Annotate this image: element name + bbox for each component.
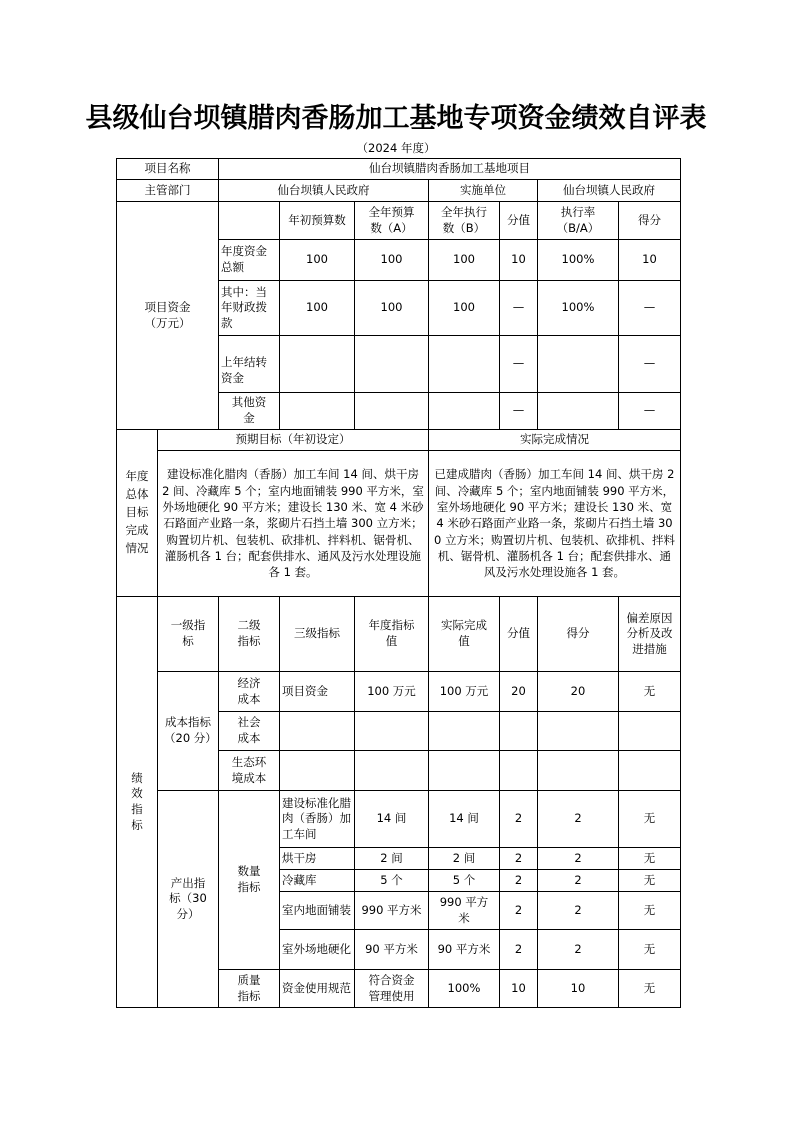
goals-actual-text: 已建成腊肉（香肠）加工车间 14 间、烘干房 2 间、冷藏库 5 个；室内地面铺装 990 平方米，室外场地硬化 90 平方米；建设长 130 米、宽 4 米砂石路面产业路一条，浆砌片石挡土墙 300 立方米；购置切片机、包装机、砍排机、拌料机、锯骨机、灌肠机各 1 台；配套供排水、通风及污水处理设施各 1 套。 [429,451,681,597]
funds-annual: 100 [355,240,429,281]
funds-score: — [619,281,681,336]
funds-rate [538,393,619,430]
funds-score: 10 [619,240,681,281]
funds-executed [429,336,500,393]
goals-header-row [117,430,681,451]
funds-rate: 100% [538,240,619,281]
funds-initial: 100 [280,281,355,336]
funds-score: — [619,393,681,430]
funds-initial: 100 [280,240,355,281]
funds-row-label: 上年结转资金 [219,336,280,393]
indicator-target: 990 平方米 [355,892,429,930]
indicator-weight: 2 [500,870,538,892]
indicator-weight: 2 [500,892,538,930]
implementer-label: 实施单位 [429,180,538,202]
indicator-level3 [280,712,355,751]
indicator-weight [500,751,538,791]
indicators-header-row [117,597,681,672]
funds-header-blank [219,202,280,240]
funds-row-label: 年度资金总额 [219,240,280,281]
document-year: （2024 年度） [356,141,436,155]
indicator-score: 20 [538,672,619,712]
funds-annual [355,393,429,430]
indicators-header-actual: 实际完成值 [429,597,500,672]
goals-section-label: 年度总体目标完成情况 [117,430,158,597]
indicator-deviation: 无 [619,930,681,970]
funds-annual [355,336,429,393]
funds-header-annual: 全年预算数（A） [355,202,429,240]
indicator-level2: 经济成本 [219,672,280,712]
indicator-level3: 建设标准化腊肉（香肠）加工车间 [280,791,355,848]
funds-initial [280,336,355,393]
indicator-target: 14 间 [355,791,429,848]
indicator-level3 [280,751,355,791]
funds-weight: — [500,393,538,430]
indicator-score: 2 [538,892,619,930]
indicator-target [355,751,429,791]
indicator-level3: 烘干房 [280,848,355,870]
indicators-header-level1: 一级指标 [158,597,219,672]
indicator-weight: 10 [500,970,538,1008]
indicator-row [117,672,681,712]
indicator-level2: 社会成本 [219,712,280,751]
indicator-score: 10 [538,970,619,1008]
indicators-section-label: 绩效指标 [117,597,158,1008]
indicators-header-target: 年度指标值 [355,597,429,672]
indicator-deviation [619,712,681,751]
funds-weight: — [500,281,538,336]
indicator-deviation [619,751,681,791]
indicator-score [538,751,619,791]
funds-rate: 100% [538,281,619,336]
indicator-deviation: 无 [619,791,681,848]
indicator-actual: 100 万元 [429,672,500,712]
indicators-header-weight: 分值 [500,597,538,672]
funds-weight: 10 [500,240,538,281]
indicator-deviation: 无 [619,892,681,930]
indicator-level2: 生态环境成本 [219,751,280,791]
indicator-score: 2 [538,930,619,970]
funds-header-rate: 执行率（B/A） [538,202,619,240]
funds-header-weight: 分值 [500,202,538,240]
indicator-actual: 2 间 [429,848,500,870]
indicator-weight: 2 [500,791,538,848]
funds-section-label: 项目资金（万元） [117,202,219,430]
quantity-level2: 数量指标 [219,791,280,970]
output-level1: 产出指标（30 分） [158,791,219,1008]
funds-header-row [117,202,681,240]
indicators-header-deviation: 偏差原因分析及改进措施 [619,597,681,672]
indicator-target: 2 间 [355,848,429,870]
indicator-actual [429,712,500,751]
indicator-target [355,712,429,751]
project-name-label: 项目名称 [117,159,219,180]
funds-header-initial: 年初预算数 [280,202,355,240]
indicator-actual: 90 平方米 [429,930,500,970]
goals-expected-text: 建设标准化腊肉（香肠）加工车间 14 间、烘干房 2 间、冷藏库 5 个；室内地面铺装 990 平方米，室外场地硬化 90 平方米；建设长 130 米、宽 4 米砂石路面产业路一条，浆砌片石挡土墙 300 立方米；购置切片机、包装机、砍排机、拌料机、锯骨机、灌肠机各 1 台；配套供排水、通风及污水处理设施各 1 套。 [158,451,429,597]
funds-row-label: 其中：当年财政拨款 [219,281,280,336]
indicator-weight: 2 [500,848,538,870]
indicator-target: 符合资金管理使用 [355,970,429,1008]
indicator-actual: 990 平方米 [429,892,500,930]
goals-content-row [117,451,681,597]
indicator-weight: 20 [500,672,538,712]
funds-header-executed: 全年执行数（B） [429,202,500,240]
indicator-actual [429,751,500,791]
indicator-actual: 100% [429,970,500,1008]
goals-actual-header: 实际完成情况 [429,430,681,451]
indicator-target: 100 万元 [355,672,429,712]
cost-level1: 成本指标（20 分） [158,672,219,791]
indicator-level3: 室内地面铺装 [280,892,355,930]
indicator-deviation: 无 [619,970,681,1008]
department-value: 仙台坝镇人民政府 [219,180,429,202]
indicator-score [538,712,619,751]
funds-header-score: 得分 [619,202,681,240]
indicators-header-score: 得分 [538,597,619,672]
funds-weight: — [500,336,538,393]
department-label: 主管部门 [117,180,219,202]
indicator-target: 5 个 [355,870,429,892]
indicator-actual: 14 间 [429,791,500,848]
indicator-deviation: 无 [619,848,681,870]
row-project-name [117,159,681,180]
indicator-level3: 资金使用规范 [280,970,355,1008]
funds-initial [280,393,355,430]
indicators-header-level2: 二级指标 [219,597,280,672]
project-name-value: 仙台坝镇腊肉香肠加工基地项目 [219,159,681,180]
indicator-actual: 5 个 [429,870,500,892]
indicator-target: 90 平方米 [355,930,429,970]
indicator-score: 2 [538,848,619,870]
indicator-deviation: 无 [619,672,681,712]
indicators-header-level3: 三级指标 [280,597,355,672]
indicator-deviation: 无 [619,870,681,892]
funds-rate [538,336,619,393]
indicator-score: 2 [538,791,619,848]
indicator-row [117,791,681,848]
indicator-score: 2 [538,870,619,892]
performance-table [116,158,681,1008]
indicator-level3: 室外场地硬化 [280,930,355,970]
implementer-value: 仙台坝镇人民政府 [538,180,681,202]
funds-score: — [619,336,681,393]
indicator-level3: 项目资金 [280,672,355,712]
document-title: 县级仙台坝镇腊肉香肠加工基地专项资金绩效自评表 [85,103,707,134]
indicator-weight: 2 [500,930,538,970]
goals-expected-header: 预期目标（年初设定） [158,430,429,451]
funds-row-label: 其他资金 [219,393,280,430]
indicator-level3: 冷藏库 [280,870,355,892]
funds-executed: 100 [429,240,500,281]
quality-level2: 质量指标 [219,970,280,1008]
indicator-weight [500,712,538,751]
funds-executed: 100 [429,281,500,336]
funds-executed [429,393,500,430]
funds-annual: 100 [355,281,429,336]
row-department [117,180,681,202]
